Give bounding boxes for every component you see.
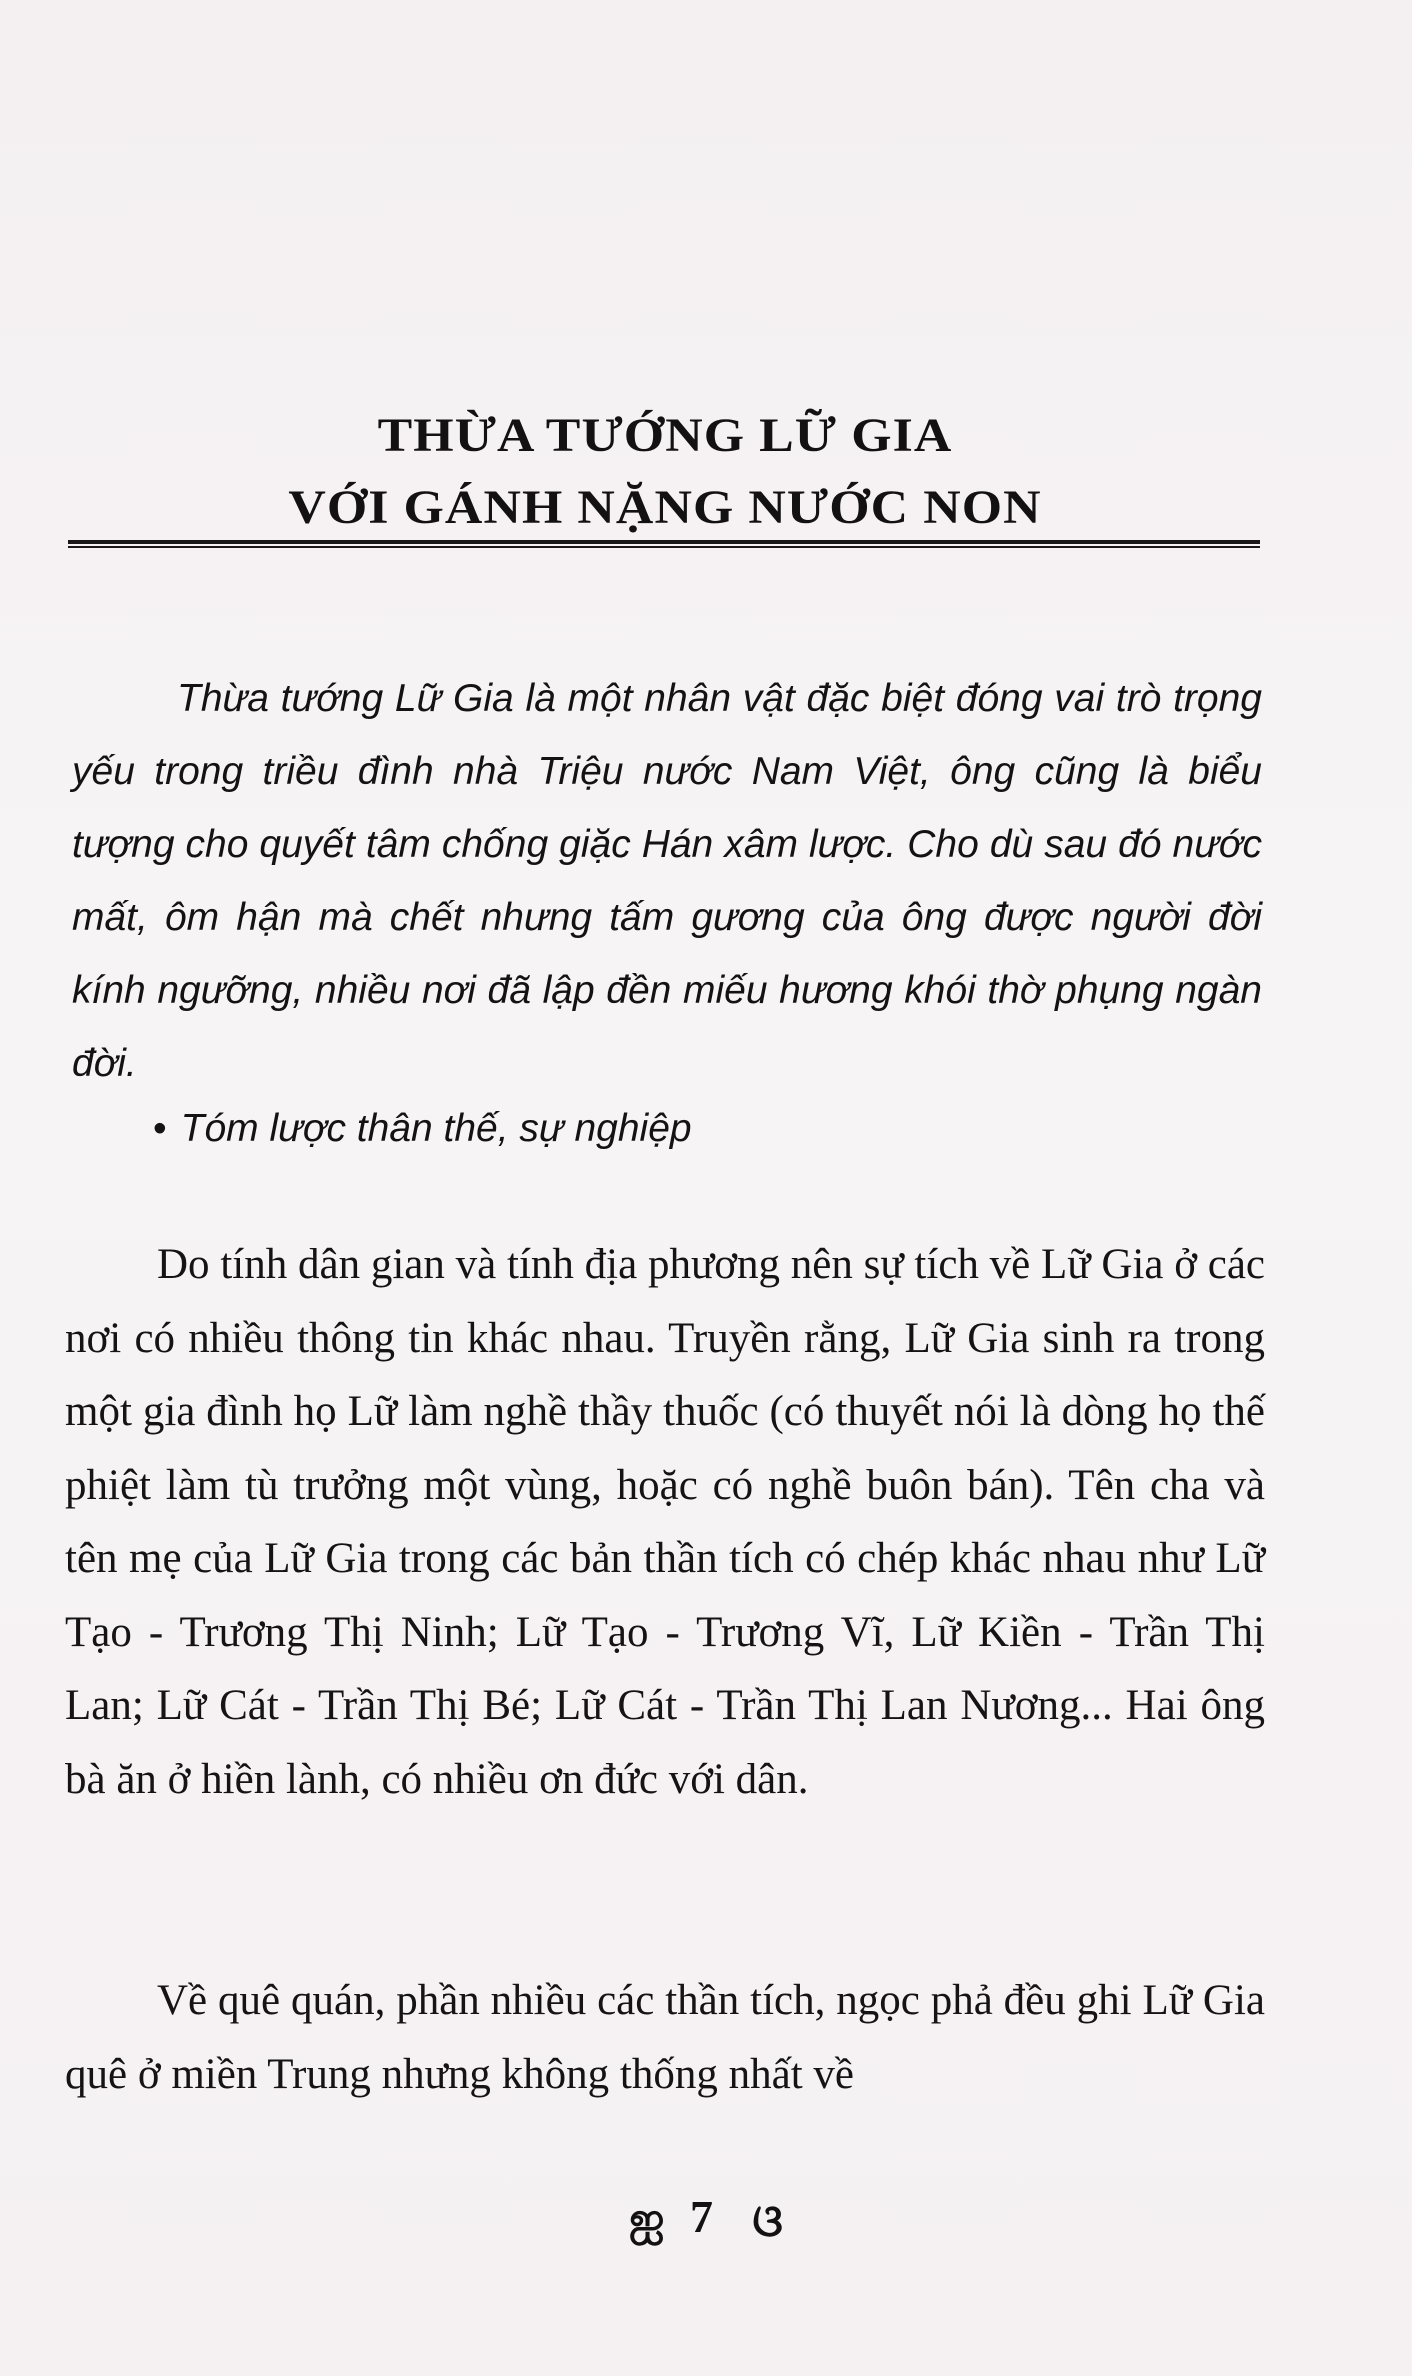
- page-footer: [0, 2190, 1412, 2250]
- title-underline: [68, 540, 1260, 548]
- section-heading-text: Tóm lược thân thế, sự nghiệp: [180, 1107, 692, 1150]
- chapter-title: [70, 400, 1260, 544]
- section-heading: [153, 1099, 1253, 1159]
- body-paragraph-2: Về quê quán, phần nhiều các thần tích, ngọc phả đều ghi Lữ Gia quê ở miền Trung nhưng không thống nhất về: [65, 1977, 1265, 2098]
- bullet-icon: •: [153, 1107, 167, 1150]
- intro-paragraph: Thừa tướng Lữ Gia là một nhân vật đặc biệt đóng vai trò trọng yếu trong triều đình nhà Triệu nước Nam Việt, ông cũng là biểu tượng cho quyết tâm chống giặc Hán xâm lược. Cho dù sau đó nước mất, ôm hận mà chết nhưng tấm gương của ông được người đời kính ngưỡng, nhiều nơi đã lập đền miếu hương khói thờ phụng ngàn đời.: [72, 677, 1262, 1085]
- chapter-title-line-2: VỚI GÁNH NẶNG NƯỚC NON: [288, 481, 1042, 534]
- body-paragraph-1: Do tính dân gian và tính địa phương nên sự tích về Lữ Gia ở các nơi có nhiều thông tin khác nhau. Truyền rằng, Lữ Gia sinh ra trong một gia đình họ Lữ làm nghề thầy thuốc (có thuyết nói là dòng họ thế phiệt làm tù trưởng một vùng, hoặc có nghề buôn bán). Tên cha và tên mẹ của Lữ Gia trong các bản thần tích có chép khác nhau như Lữ Tạo - Trương Thị Ninh; Lữ Tạo - Trương Vĩ, Lữ Kiền - Trần Thị Lan; Lữ Cát - Trần Thị Bé; Lữ Cát - Trần Thị Lan Nương... Hai ông bà ăn ở hiền lành, có nhiều ơn đức với dân.: [65, 1241, 1265, 1803]
- ornament-right-icon: ଓ: [752, 2196, 783, 2246]
- chapter-title-line-1: THỪA TƯỚNG LỮ GIA: [377, 409, 953, 462]
- ornament-left-icon: ஐ: [629, 2193, 665, 2243]
- page-number: 7: [690, 2191, 727, 2242]
